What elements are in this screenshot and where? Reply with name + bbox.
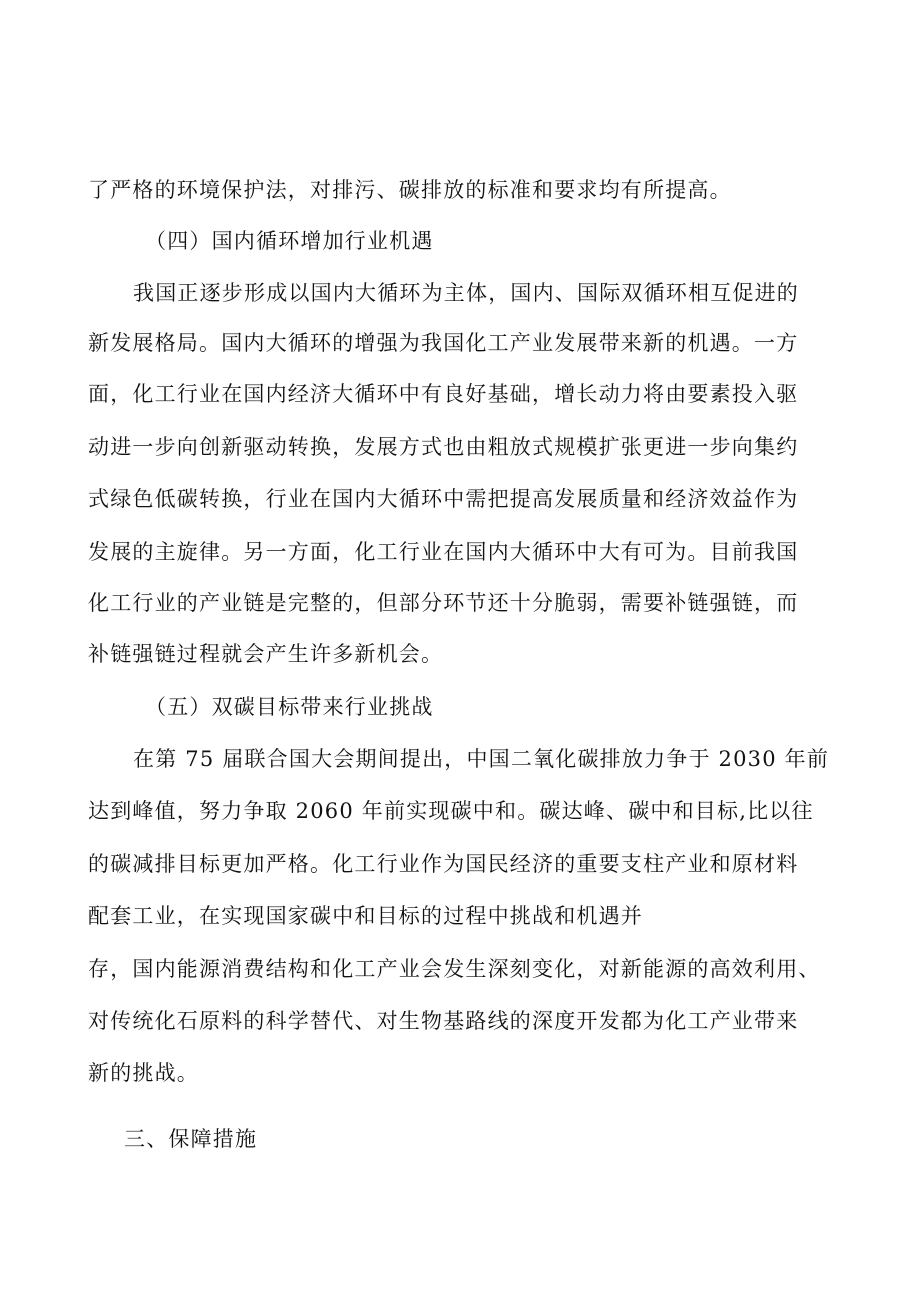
chapter-heading: 三、保障措施 (124, 1127, 258, 1151)
paragraph-line: 面，化工行业在国内经济大循环中有良好基础，增长动力将由要素投入驱 (88, 382, 799, 406)
paragraph-line: 新发展格局。国内大循环的增强为我国化工产业发展带来新的机遇。一方 (88, 331, 799, 355)
section-heading-5: （五）双碳目标带来行业挑战 (145, 695, 434, 719)
paragraph-line: 动进一步向创新驱动转换，发展方式也由粗放式规模扩张更进一步向集约 (88, 435, 799, 459)
section-heading-4: （四）国内循环增加行业机遇 (145, 229, 434, 253)
paragraph-line: 在第 75 届联合国大会期间提出，中国二氧化碳排放力争于 2030 年前 (133, 747, 830, 771)
paragraph-line: 化工行业的产业链是完整的，但部分环节还十分脆弱，需要补链强链，而 (88, 591, 799, 615)
paragraph-line: 的碳减排目标更加严格。化工行业作为国民经济的重要支柱产业和原材料 (88, 852, 799, 876)
paragraph-line: 配套工业，在实现国家碳中和目标的过程中挑战和机遇并 (88, 904, 643, 928)
paragraph-line: 达到峰值，努力争取 2060 年前实现碳中和。碳达峰、碳中和目标,比以往 (88, 799, 814, 823)
paragraph-line: 我国正逐步形成以国内大循环为主体，国内、国际双循环相互促进的 (133, 281, 799, 305)
paragraph-line: 存，国内能源消费结构和化工产业会发生深刻变化，对新能源的高效利用、 (88, 957, 821, 981)
paragraph-line: 新的挑战。 (88, 1061, 199, 1085)
paragraph-line: 式绿色低碳转换，行业在国内大循环中需把提高发展质量和经济效益作为 (88, 487, 799, 511)
paragraph-line: 发展的主旋律。另一方面，化工行业在国内大循环中大有可为。目前我国 (88, 540, 799, 564)
paragraph-line: 了严格的环境保护法，对排污、碳排放的标准和要求均有所提高。 (88, 178, 732, 202)
paragraph-line: 补链强链过程就会产生许多新机会。 (88, 642, 444, 666)
paragraph-line: 对传统化石原料的科学替代、对生物基路线的深度开发都为化工产业带来 (88, 1009, 799, 1033)
